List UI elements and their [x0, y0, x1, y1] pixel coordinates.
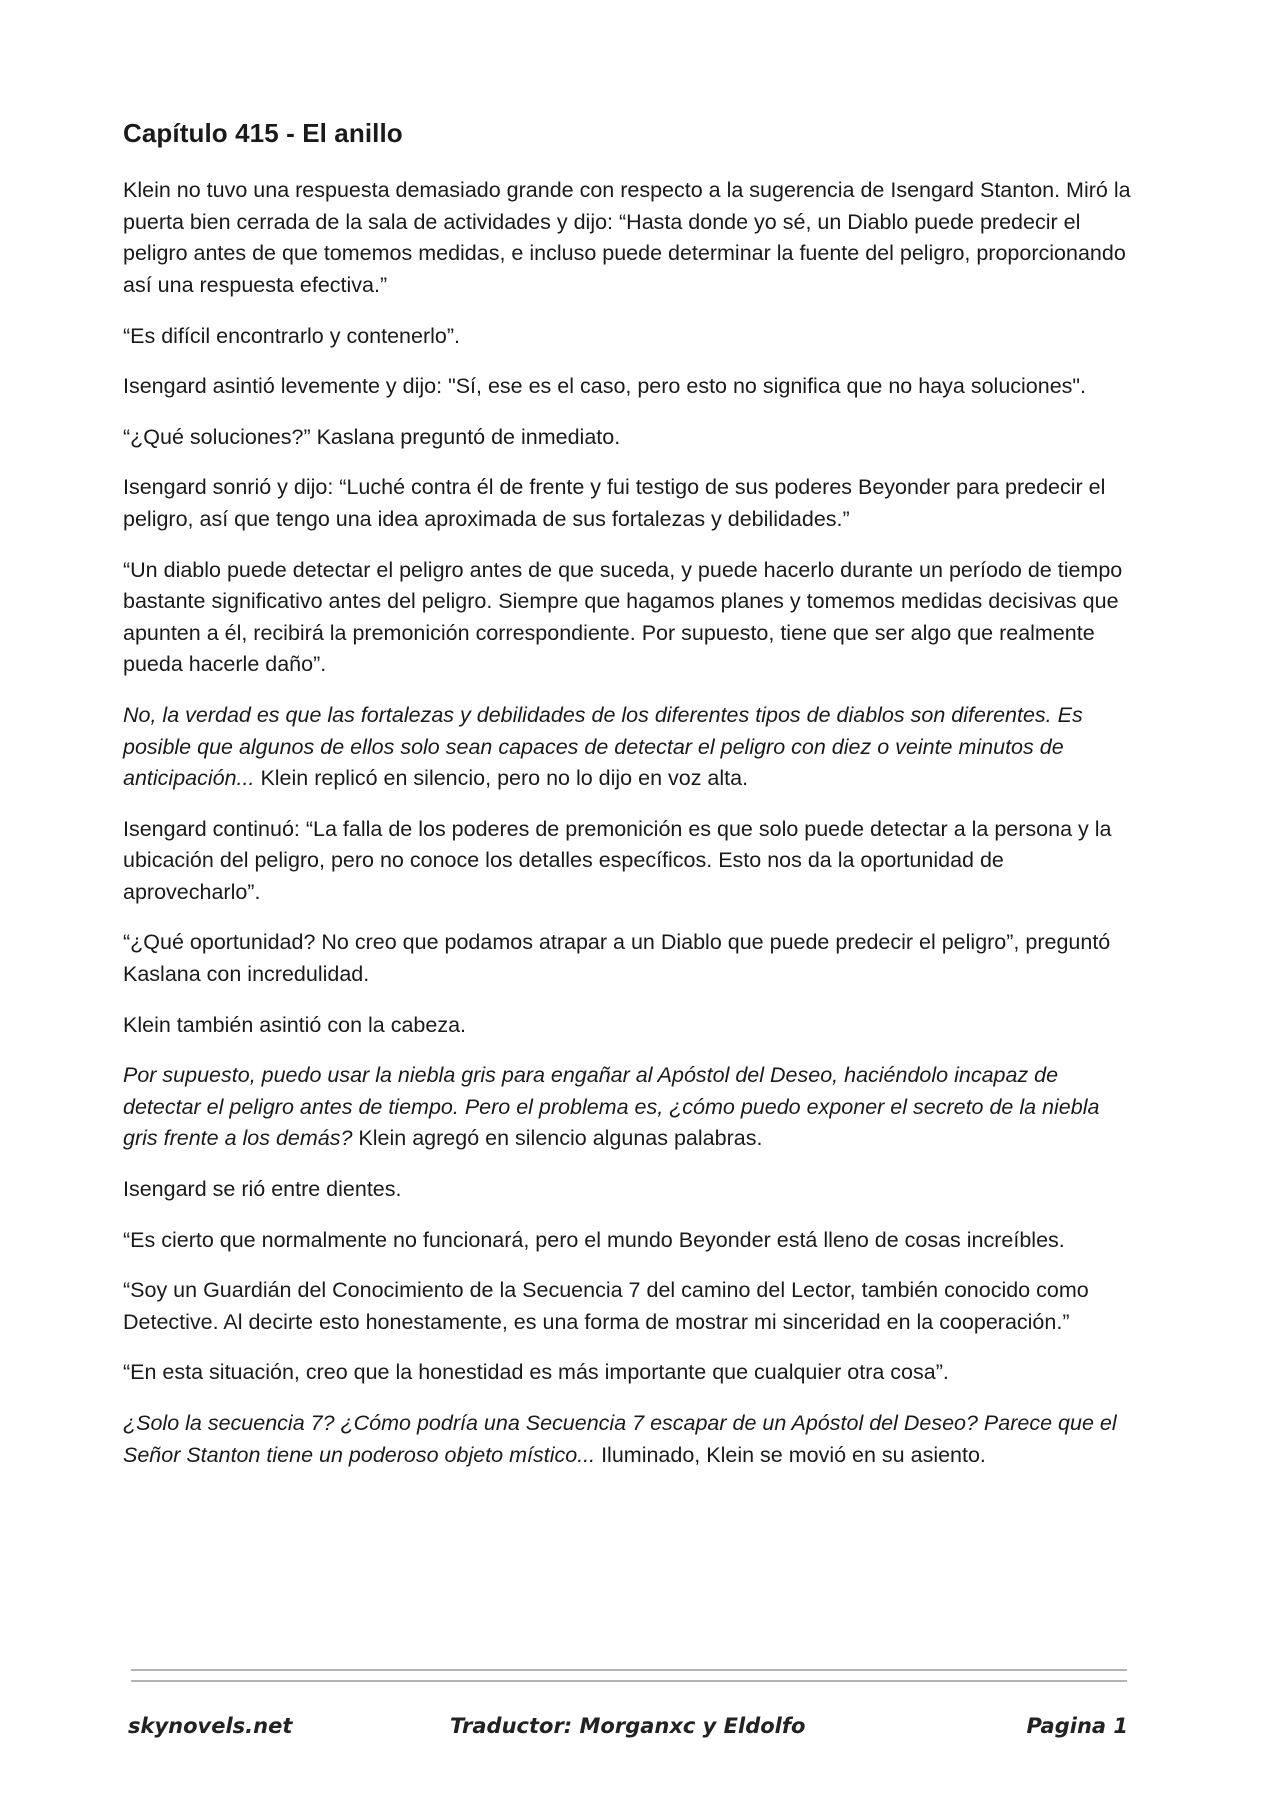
paragraph-list: [123, 175, 1133, 1471]
paragraph: [123, 555, 1133, 681]
paragraph: [123, 700, 1133, 795]
paragraph: [123, 1174, 1133, 1206]
paragraph-segment: Klein no tuvo una respuesta demasiado grande con respecto a la sugerencia de Isengard Stanton. Miró la puerta bien cerrada de la sala de actividades y dijo: “Hasta donde yo sé, un Diablo puede predecir el peligro antes de que tomemos medidas, e incluso puede determinar la fuente del peligro, proporcionando así una respuesta efectiva.”: [123, 178, 1131, 297]
footer-rule-bottom: [131, 1680, 1127, 1682]
paragraph: [123, 1060, 1133, 1155]
chapter-title: Capítulo 415 - El anillo: [123, 118, 403, 148]
paragraph-italic-segment: ¿Solo la secuencia 7? ¿Cómo podría una Secuencia 7 escapar de un Apóstol del Deseo? Parece que el Señor Stanton tiene un poderoso objeto místico...: [123, 1411, 1117, 1467]
paragraph: [123, 472, 1133, 535]
footer-rule-top: [131, 1669, 1127, 1671]
paragraph-italic-segment: Por supuesto, puedo usar la niebla gris para engañar al Apóstol del Deseo, haciéndolo incapaz de detectar el peligro antes de tiempo. Pero el problema es, ¿cómo puedo exponer el secreto de la niebla gris frente a los demás?: [123, 1063, 1100, 1151]
paragraph: [123, 371, 1133, 403]
paragraph: [123, 927, 1133, 990]
paragraph-segment: Klein también asintió con la cabeza.: [123, 1012, 467, 1037]
paragraph: [123, 1408, 1133, 1471]
footer-translator: Traductor: Morganxc y Eldolfo: [450, 1714, 806, 1738]
document-body: [123, 118, 1133, 1490]
paragraph-segment: Klein agregó en silencio algunas palabras.: [352, 1126, 763, 1151]
paragraph-segment: Isengard asintió levemente y dijo: "Sí, ese es el caso, pero esto no significa que no haya soluciones".: [123, 374, 1087, 399]
footer-page-number: Pagina 1: [1026, 1714, 1128, 1738]
paragraph-segment: “Es difícil encontrarlo y contenerlo”.: [123, 323, 460, 348]
paragraph: [123, 321, 1133, 353]
paragraph-segment: Klein replicó en silencio, pero no lo dijo en voz alta.: [254, 766, 749, 791]
footer-divider: [131, 1669, 1127, 1683]
paragraph-segment: “¿Qué soluciones?” Kaslana preguntó de inmediato.: [123, 424, 621, 449]
paragraph-italic-segment: No, la verdad es que las fortalezas y debilidades de los diferentes tipos de diablos son diferentes. Es posible que algunos de ellos solo sean capaces de detectar el peligro con diez o veinte minutos de anticipación...: [123, 702, 1083, 791]
paragraph: [123, 1010, 1133, 1042]
paragraph-segment: “Un diablo puede detectar el peligro antes de que suceda, y puede hacerlo durante un período de tiempo bastante significativo antes del peligro. Siempre que hagamos planes y tomemos medidas decisivas que apunten a él, recibirá la premonición correspondiente. Por supuesto, tiene que ser algo que realmente pueda hacerle daño”.: [123, 557, 1123, 677]
paragraph: [123, 422, 1133, 454]
page-footer: [128, 1714, 1128, 1748]
paragraph-segment: Isengard continuó: “La falla de los poderes de premonición es que solo puede detectar a la persona y la ubicación del peligro, pero no conoce los detalles específicos. Esto nos da la oportunidad de aprovecharlo”.: [123, 816, 1112, 904]
paragraph-segment: “Es cierto que normalmente no funcionará, pero el mundo Beyonder está lleno de cosas increíbles.: [123, 1227, 1065, 1252]
paragraph-segment: “En esta situación, creo que la honestidad es más importante que cualquier otra cosa”.: [123, 1360, 949, 1385]
paragraph: [123, 1225, 1133, 1257]
paragraph-segment: Isengard sonrió y dijo: “Luché contra él de frente y fui testigo de sus poderes Beyonder para predecir el peligro, así que tengo una idea aproximada de sus fortalezas y debilidades.”: [123, 475, 1106, 531]
footer-site: skynovels.net: [128, 1714, 293, 1738]
paragraph-segment: “¿Qué oportunidad? No creo que podamos atrapar a un Diablo que puede predecir el peligro”, preguntó Kaslana con incredulidad.: [123, 930, 1111, 987]
paragraph: [123, 1357, 1133, 1389]
paragraph: [123, 1275, 1133, 1338]
paragraph: [123, 175, 1133, 301]
paragraph-segment: Iluminado, Klein se movió en su asiento.: [595, 1442, 986, 1467]
paragraph-segment: Isengard se rió entre dientes.: [123, 1177, 402, 1202]
paragraph-segment: “Soy un Guardián del Conocimiento de la Secuencia 7 del camino del Lector, también conocido como Detective. Al decirte esto honestamente, es una forma de mostrar mi sinceridad en la cooperación.”: [123, 1278, 1089, 1334]
paragraph: [123, 814, 1133, 909]
